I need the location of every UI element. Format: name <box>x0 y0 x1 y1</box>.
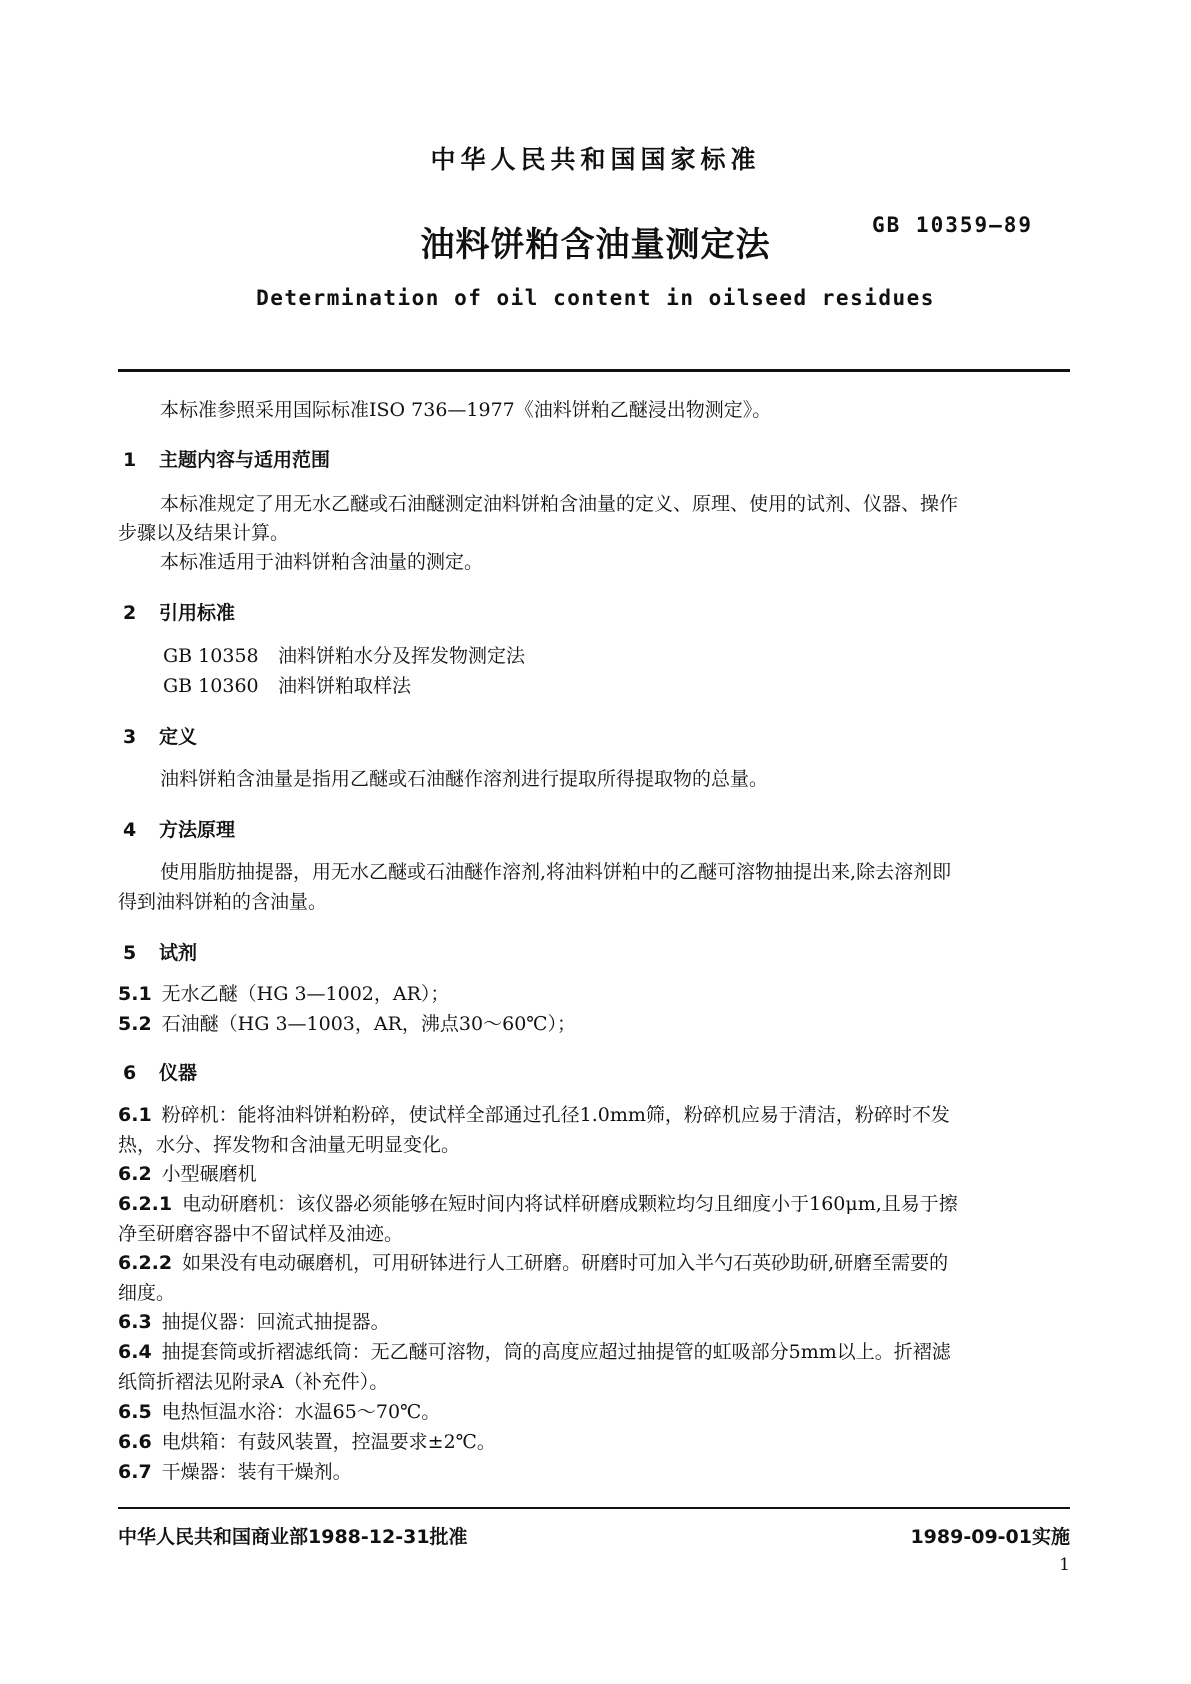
section-number: 5 <box>123 942 137 964</box>
item-text: 无水乙醚（HG 3—1002，AR）； <box>161 983 450 1005</box>
apparatus-item <box>118 1103 950 1127</box>
section-4-paragraph-line: 使用脂肪抽提器，用无水乙醚或石油醚作溶剂,将油料饼粕中的乙醚可溶物抽提出来,除去溶剂即 <box>160 861 952 883</box>
item-number: 6.5 <box>118 1401 152 1423</box>
apparatus-item <box>118 1310 390 1334</box>
item-number: 6.1 <box>118 1104 152 1126</box>
item-text: 抽提套筒或折褶滤纸筒：无乙醚可溶物，筒的高度应超过抽提管的虹吸部分5mm以上。折褶滤 <box>161 1341 951 1363</box>
section-title: 方法原理 <box>159 819 236 841</box>
item-number: 6.2.2 <box>118 1252 173 1274</box>
section-title: 引用标准 <box>159 602 236 624</box>
apparatus-item <box>118 1192 958 1216</box>
item-number: 6.7 <box>118 1461 152 1483</box>
effective-date: 1989-09-01实施 <box>910 1526 1070 1548</box>
national-standard-label: 中华人民共和国国家标准 <box>430 145 761 174</box>
section-number: 6 <box>123 1062 137 1084</box>
apparatus-item <box>118 1340 951 1364</box>
apparatus-item-continuation: 净至研磨容器中不留试样及油迹。 <box>118 1223 404 1245</box>
page-number: 1 <box>1059 1555 1070 1575</box>
item-text: 电热恒温水浴：水温65～70℃。 <box>161 1401 441 1423</box>
apparatus-item <box>118 1430 496 1454</box>
reference-item <box>163 674 411 698</box>
section-title: 主题内容与适用范围 <box>159 449 331 471</box>
section-number: 2 <box>123 602 137 624</box>
item-text: 粉碎机：能将油料饼粕粉碎，使试样全部通过孔径1.0mm筛，粉碎机应易于清洁，粉碎时不发 <box>161 1104 950 1126</box>
section-1-heading <box>123 445 330 472</box>
apparatus-item <box>118 1460 352 1484</box>
standard-code: GB 10359—89 <box>872 213 1034 237</box>
document-title-chinese: 油料饼粕含油量测定法 <box>420 225 771 265</box>
section-number: 3 <box>123 726 137 748</box>
section-4-paragraph-line: 得到油料饼粕的含油量。 <box>118 891 328 913</box>
item-text: 电烘箱：有鼓风装置，控温要求±2℃。 <box>161 1431 496 1453</box>
section-title: 试剂 <box>159 942 198 964</box>
section-title: 仪器 <box>159 1062 198 1084</box>
item-text: 如果没有电动碾磨机，可用研钵进行人工研磨。研磨时可加入半勺石英砂助研,研磨至需要的 <box>182 1252 949 1274</box>
document-title-english: Determination of oil content in oilseed residues <box>256 286 935 310</box>
item-text: 石油醚（HG 3—1003，AR，沸点30～60℃）； <box>161 1013 577 1035</box>
item-number: 5.2 <box>118 1013 152 1035</box>
section-1-paragraph: 本标准适用于油料饼粕含油量的测定。 <box>160 551 484 573</box>
item-number: 6.4 <box>118 1341 152 1363</box>
reference-item <box>163 644 525 668</box>
section-3-paragraph: 油料饼粕含油量是指用乙醚或石油醚作溶剂进行提取所得提取物的总量。 <box>160 768 769 790</box>
reference-title: 油料饼粕水分及挥发物测定法 <box>278 645 526 667</box>
section-title: 定义 <box>159 726 198 748</box>
section-6-heading <box>123 1058 197 1085</box>
apparatus-item-continuation: 热，水分、挥发物和含油量无明显变化。 <box>118 1134 461 1156</box>
reference-code: GB 10360 <box>163 675 259 697</box>
intro-paragraph: 本标准参照采用国际标准ISO 736—1977《油料饼粕乙醚浸出物测定》。 <box>160 399 772 421</box>
apparatus-item-continuation: 纸筒折褶法见附录A（补充件）。 <box>118 1371 389 1393</box>
apparatus-item <box>118 1251 948 1275</box>
header-divider <box>118 369 1070 372</box>
reagent-item <box>118 982 449 1006</box>
reagent-item <box>118 1012 576 1036</box>
apparatus-item <box>118 1162 257 1186</box>
section-2-heading <box>123 598 235 625</box>
item-text: 电动研磨机：该仪器必须能够在短时间内将试样研磨成颗粒均匀且细度小于160μm,且易于擦 <box>182 1193 958 1215</box>
item-text: 抽提仪器：回流式抽提器。 <box>161 1311 390 1333</box>
footer-divider <box>118 1507 1070 1509</box>
section-4-heading <box>123 815 235 842</box>
item-number: 6.2.1 <box>118 1193 173 1215</box>
item-number: 6.3 <box>118 1311 152 1333</box>
section-1-paragraph-line: 步骤以及结果计算。 <box>118 522 290 544</box>
reference-code: GB 10358 <box>163 645 259 667</box>
section-1-paragraph-line: 本标准规定了用无水乙醚或石油醚测定油料饼粕含油量的定义、原理、使用的试剂、仪器、操作 <box>160 493 959 515</box>
item-number: 6.2 <box>118 1163 152 1185</box>
section-3-heading <box>123 722 197 749</box>
section-5-heading <box>123 938 197 965</box>
section-number: 1 <box>123 449 137 471</box>
item-number: 6.6 <box>118 1431 152 1453</box>
apparatus-item-continuation: 细度。 <box>118 1282 176 1304</box>
reference-title: 油料饼粕取样法 <box>278 675 412 697</box>
item-text: 小型碾磨机 <box>161 1163 257 1185</box>
item-text: 干燥器：装有干燥剂。 <box>161 1461 352 1483</box>
section-number: 4 <box>123 819 137 841</box>
item-number: 5.1 <box>118 983 152 1005</box>
approval-statement: 中华人民共和国商业部1988-12-31批准 <box>118 1526 468 1548</box>
apparatus-item <box>118 1400 440 1424</box>
